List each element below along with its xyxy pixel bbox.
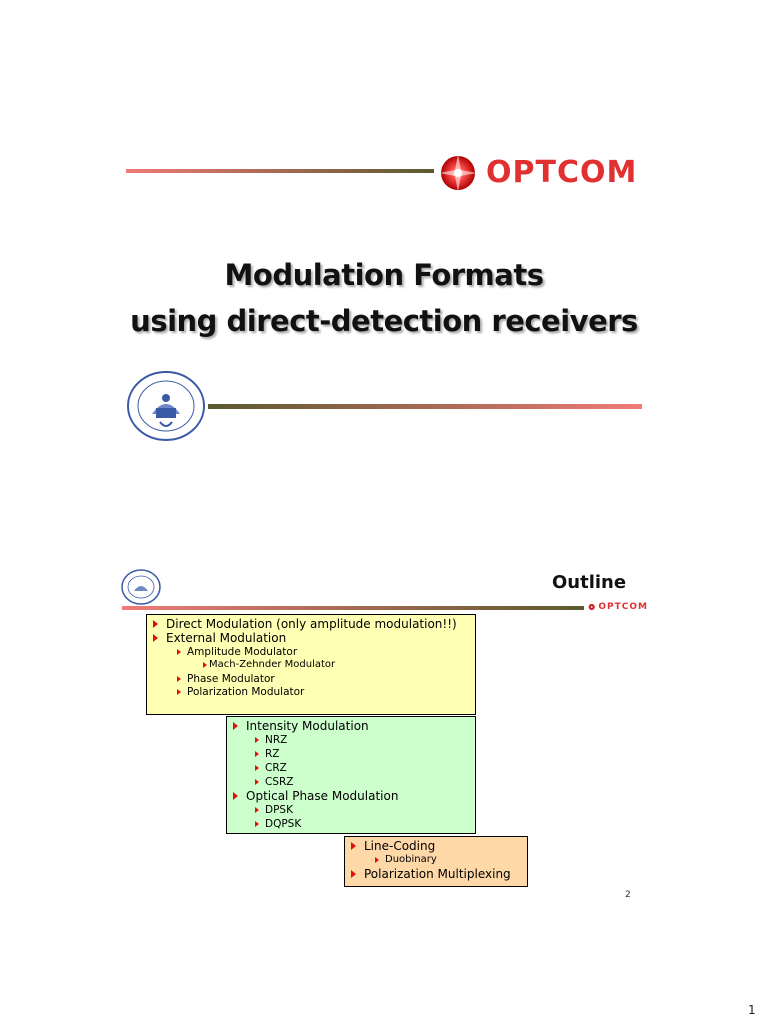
- decorative-line-bottom: [208, 404, 642, 409]
- list-item: [255, 748, 280, 760]
- list-item: [255, 762, 287, 774]
- list-item: [255, 818, 301, 830]
- list-item: [153, 617, 457, 631]
- bullet-icon: [351, 842, 356, 850]
- bullet-icon: [153, 620, 158, 628]
- list-item-label: Optical Phase Modulation: [246, 789, 399, 803]
- list-item-label: CRZ: [265, 762, 287, 774]
- list-item-label: CSRZ: [265, 776, 294, 788]
- bullet-icon: [255, 765, 259, 771]
- list-item-label: External Modulation: [166, 631, 287, 645]
- list-item: [233, 789, 398, 803]
- bullet-icon: [233, 722, 238, 730]
- bullet-icon: [255, 821, 259, 827]
- logo-text-com: COM: [556, 155, 638, 190]
- list-item-label: Duobinary: [385, 854, 437, 865]
- list-item-label: RZ: [265, 748, 280, 760]
- list-item-label: Mach-Zehnder Modulator: [209, 659, 336, 670]
- bullet-icon: [255, 779, 259, 785]
- list-item-label: DQPSK: [265, 818, 302, 830]
- list-item: [203, 659, 335, 670]
- list-item-label: DPSK: [265, 804, 293, 816]
- list-item: [177, 673, 275, 685]
- outline-box-line-coding: [344, 836, 528, 887]
- slide-title-line2: using direct-detection receivers: [130, 304, 638, 338]
- logo-text-opt: OPT: [486, 155, 557, 190]
- bullet-icon: [351, 870, 356, 878]
- slide-page-number: 2: [625, 890, 631, 900]
- document-page-number: 1: [748, 1003, 756, 1017]
- optcom-star-icon: [436, 151, 480, 195]
- optcom-logo: [436, 151, 646, 195]
- list-item-label: Intensity Modulation: [246, 719, 369, 733]
- logo-small-text-opt: OPT: [598, 601, 622, 612]
- outline-box-intensity-phase: [226, 716, 476, 834]
- list-item: [375, 854, 437, 865]
- bullet-icon: [153, 634, 158, 642]
- list-item: [351, 839, 435, 853]
- list-item: [351, 867, 511, 881]
- logo-small-text-com: COM: [621, 601, 648, 612]
- list-item-label: Phase Modulator: [187, 673, 275, 685]
- list-item: [255, 776, 294, 788]
- decorative-line-slide2: [122, 606, 584, 610]
- bullet-icon: [177, 689, 181, 695]
- politecnico-seal: [126, 370, 206, 442]
- list-item-label: Line-Coding: [364, 839, 436, 853]
- list-item: [233, 719, 369, 733]
- bullet-icon: [203, 662, 207, 668]
- list-item-label: NRZ: [265, 734, 288, 746]
- bullet-icon: [255, 807, 259, 813]
- bullet-icon: [255, 737, 259, 743]
- list-item-label: Amplitude Modulator: [187, 646, 298, 658]
- list-item: [177, 686, 304, 698]
- list-item: [255, 734, 287, 746]
- list-item: [255, 804, 293, 816]
- bullet-icon: [375, 857, 379, 863]
- list-item-label: Polarization Multiplexing: [364, 867, 511, 881]
- list-item-label: Polarization Modulator: [187, 686, 305, 698]
- list-item: [177, 646, 297, 658]
- optcom-star-icon: [588, 601, 595, 613]
- bullet-icon: [255, 751, 259, 757]
- optcom-logo-small: [588, 600, 648, 614]
- politecnico-seal-small: [121, 569, 161, 605]
- bullet-icon: [177, 649, 181, 655]
- decorative-line-top: [126, 169, 434, 173]
- bullet-icon: [177, 676, 181, 682]
- slide-title-line1: Modulation Formats: [224, 258, 544, 292]
- slide-outline-title: Outline: [552, 572, 627, 593]
- bullet-icon: [233, 792, 238, 800]
- list-item-label: Direct Modulation (only amplitude modulation!!): [166, 617, 457, 631]
- list-item: [153, 631, 286, 645]
- outline-box-modulation: [146, 614, 476, 715]
